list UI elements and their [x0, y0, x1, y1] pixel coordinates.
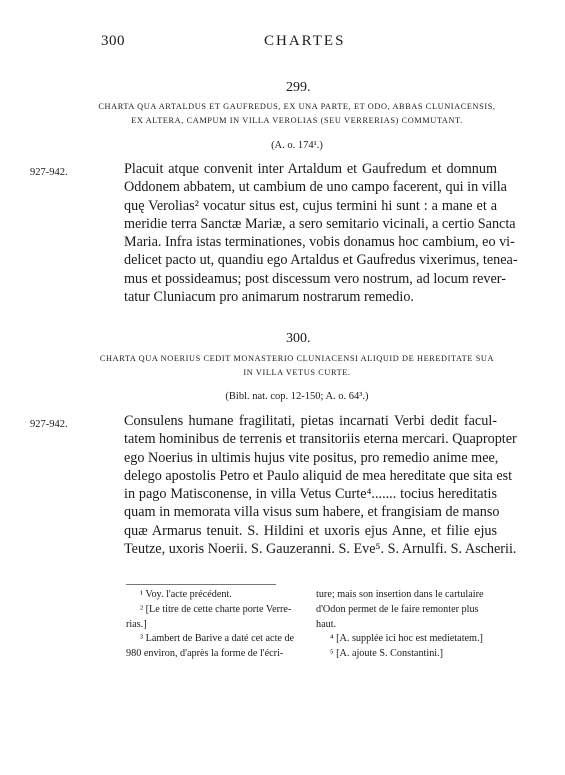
- rubric-line: EX ALTERA, CAMPUM IN VILLA VEROLIAS (SEU VERRERIAS) COMMUTANT.: [131, 116, 463, 125]
- running-title: CHARTES: [264, 33, 346, 49]
- rubric-line: CHARTA QUA NOERIUS CEDIT MONASTERIO CLUNIACENSI ALIQUID DE HEREDITATE SUA: [99, 354, 495, 363]
- text-line: Maria. Infra istas terminationes, vobis donamus hoc cambium, eo vi-: [124, 234, 515, 251]
- footnotes-left: [126, 588, 296, 662]
- footnote-line: ³ Lambert de Barive a daté cet acte de: [140, 633, 295, 645]
- margin-date: 927-942.: [30, 419, 68, 430]
- rubric-line: IN VILLA VETUS CURTE.: [243, 368, 351, 377]
- text-line: tatem hominibus de terrenis et transitoriis eterna mercari. Quapropter: [124, 431, 517, 448]
- charter-text: [124, 412, 517, 558]
- charter-date: (A. o. 174¹.): [271, 140, 323, 151]
- footnote-line: ¹ Voy. l'acte précédent.: [140, 589, 232, 600]
- footnote-line: rias.]: [126, 618, 147, 630]
- text-line: Oddonem abbatem, ut cambium de uno campo facerent, qui in villa: [124, 179, 507, 196]
- text-line: delego apostolis Petro et Paulo aliquid de mea hereditate que sita est: [124, 467, 513, 484]
- footnote-line: ² [Le titre de cette charte porte Verre-: [140, 603, 292, 615]
- charter-number: 300.: [286, 331, 311, 346]
- page-number: 300: [101, 33, 125, 49]
- text-line: quæ Armarus tenuit. S. Hildini et uxoris ejus Anne, et filie ejus: [124, 522, 497, 539]
- text-line: tatur Cluniacum pro animarum nostrarum remedio.: [124, 289, 414, 306]
- footnote-line: ture; mais son insertion dans le cartulaire: [316, 589, 484, 600]
- text-line: quam in memorata villa visus sum habere, et frangisiam de manso: [124, 504, 500, 521]
- footnote-line: d'Odon permet de le faire remonter plus: [316, 603, 479, 615]
- footnote-rule: [126, 584, 276, 585]
- text-line: ego Noerius in ultimis hujus vite positus, pro remedio anime mee,: [124, 449, 499, 466]
- footnote-line: haut.: [316, 618, 337, 630]
- footnote-line: ⁴ [A. supplée ici hoc est medietatem.]: [330, 633, 483, 645]
- text-line: meridie terra Sanctæ Mariæ, a sero semitario vicinali, a certio Sancta: [124, 215, 516, 232]
- text-line: delicet pacto ut, quandiu ego Artaldus et Gaufredus vixerimus, tenea-: [124, 252, 518, 269]
- text-line: in pago Matisconense, in villa Vetus Curte⁴....... tocius hereditatis: [124, 486, 497, 503]
- margin-date: 927-942.: [30, 167, 68, 178]
- text-line: Consulens humane fragilitati, pietas incarnati Verbi dedit facul-: [124, 413, 497, 429]
- text-line: quę Verolias² vocatur situs est, cujus termini hi sunt : a mane et a: [124, 197, 497, 214]
- charter-text: [124, 160, 518, 306]
- charter-rubric: [97, 100, 497, 128]
- rubric-line: CHARTA QUA ARTALDUS ET GAUFREDUS, EX UNA PARTE, ET ODO, ABBAS CLUNIACENSIS,: [98, 102, 496, 111]
- footnote-line: 980 environ, d'après la forme de l'écri-: [126, 648, 284, 660]
- charter-number: 299.: [286, 80, 311, 95]
- text-line: Teutze, uxoris Noerii. S. Gauzeranni. S. Eve⁵. S. Arnulfi. S. Ascherii.: [124, 541, 517, 558]
- text-line: Placuit atque convenit inter Artaldum et Gaufredum et domnum: [124, 161, 497, 177]
- charter-date: (Bibl. nat. cop. 12-150; A. o. 64³.): [225, 391, 369, 402]
- text-line: mus et possideamus; post discessum vero nostrum, ad locum rever-: [124, 270, 506, 287]
- footnote-line: ⁵ [A. ajoute S. Constantini.]: [330, 648, 444, 660]
- charter-rubric: [97, 352, 497, 380]
- footnotes-right: [316, 588, 501, 662]
